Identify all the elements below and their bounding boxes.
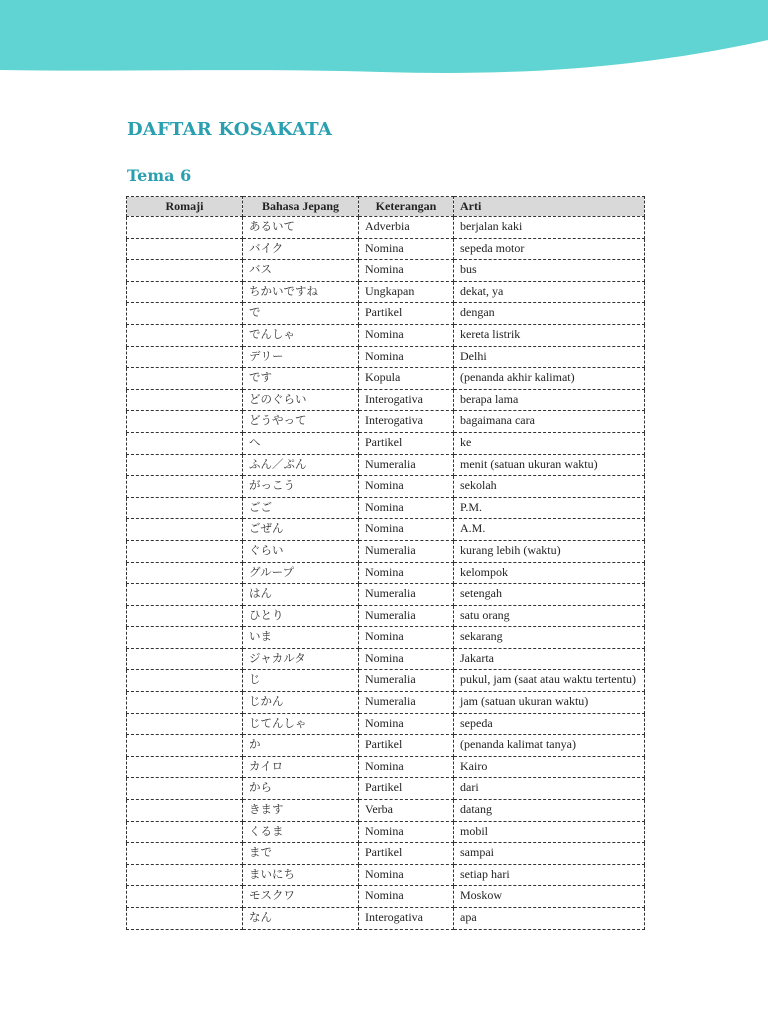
- cell-bahasa-jepang: バス: [243, 260, 359, 282]
- table-row: [127, 411, 645, 433]
- cell-arti: Moskow: [454, 886, 645, 908]
- table-row: [127, 324, 645, 346]
- cell-bahasa-jepang: へ: [243, 432, 359, 454]
- cell-arti: kereta listrik: [454, 324, 645, 346]
- cell-romaji: [127, 648, 243, 670]
- cell-bahasa-jepang: なん: [243, 908, 359, 930]
- cell-romaji: [127, 497, 243, 519]
- cell-romaji: [127, 735, 243, 757]
- table-row: [127, 389, 645, 411]
- cell-keterangan: Kopula: [359, 368, 454, 390]
- vocabulary-table: [126, 196, 645, 930]
- cell-romaji: [127, 670, 243, 692]
- table-row: [127, 735, 645, 757]
- cell-keterangan: Adverbia: [359, 217, 454, 239]
- table-row: [127, 454, 645, 476]
- cell-bahasa-jepang: ぐらい: [243, 540, 359, 562]
- cell-romaji: [127, 713, 243, 735]
- cell-arti: sepeda motor: [454, 238, 645, 260]
- cell-bahasa-jepang: から: [243, 778, 359, 800]
- cell-arti: sekolah: [454, 476, 645, 498]
- table-row: [127, 281, 645, 303]
- cell-romaji: [127, 864, 243, 886]
- cell-arti: Jakarta: [454, 648, 645, 670]
- cell-bahasa-jepang: じてんしゃ: [243, 713, 359, 735]
- cell-arti: setiap hari: [454, 864, 645, 886]
- cell-arti: sepeda: [454, 713, 645, 735]
- header-romaji: Romaji: [127, 197, 243, 217]
- cell-arti: ke: [454, 432, 645, 454]
- vocabulary-table-body: [127, 217, 645, 930]
- section-title: Tema 6: [127, 166, 192, 185]
- cell-bahasa-jepang: カイロ: [243, 756, 359, 778]
- cell-bahasa-jepang: です: [243, 368, 359, 390]
- cell-bahasa-jepang: グループ: [243, 562, 359, 584]
- table-row: [127, 670, 645, 692]
- cell-arti: (penanda kalimat tanya): [454, 735, 645, 757]
- cell-arti: kurang lebih (waktu): [454, 540, 645, 562]
- cell-keterangan: Interogativa: [359, 389, 454, 411]
- cell-bahasa-jepang: でんしゃ: [243, 324, 359, 346]
- cell-arti: bus: [454, 260, 645, 282]
- cell-keterangan: Numeralia: [359, 605, 454, 627]
- cell-bahasa-jepang: か: [243, 735, 359, 757]
- table-row: [127, 627, 645, 649]
- cell-bahasa-jepang: ごぜん: [243, 519, 359, 541]
- cell-romaji: [127, 454, 243, 476]
- cell-romaji: [127, 821, 243, 843]
- table-row: [127, 584, 645, 606]
- table-row: [127, 540, 645, 562]
- cell-bahasa-jepang: ジャカルタ: [243, 648, 359, 670]
- cell-arti: sekarang: [454, 627, 645, 649]
- cell-keterangan: Nomina: [359, 713, 454, 735]
- cell-bahasa-jepang: はん: [243, 584, 359, 606]
- cell-bahasa-jepang: どのぐらい: [243, 389, 359, 411]
- cell-arti: dari: [454, 778, 645, 800]
- cell-keterangan: Interogativa: [359, 411, 454, 433]
- cell-romaji: [127, 217, 243, 239]
- header-arti: Arti: [454, 197, 645, 217]
- cell-bahasa-jepang: じ: [243, 670, 359, 692]
- cell-arti: Kairo: [454, 756, 645, 778]
- cell-romaji: [127, 908, 243, 930]
- header-bahasa-jepang: Bahasa Jepang: [243, 197, 359, 217]
- table-row: [127, 908, 645, 930]
- table-row: [127, 821, 645, 843]
- table-row: [127, 519, 645, 541]
- cell-keterangan: Nomina: [359, 238, 454, 260]
- table-row: [127, 713, 645, 735]
- header-keterangan: Keterangan: [359, 197, 454, 217]
- table-row: [127, 238, 645, 260]
- table-row: [127, 217, 645, 239]
- cell-arti: P.M.: [454, 497, 645, 519]
- cell-keterangan: Nomina: [359, 497, 454, 519]
- cell-keterangan: Numeralia: [359, 454, 454, 476]
- cell-romaji: [127, 260, 243, 282]
- cell-keterangan: Nomina: [359, 864, 454, 886]
- cell-bahasa-jepang: ごご: [243, 497, 359, 519]
- cell-keterangan: Numeralia: [359, 670, 454, 692]
- cell-bahasa-jepang: ちかいですね: [243, 281, 359, 303]
- cell-keterangan: Nomina: [359, 627, 454, 649]
- cell-bahasa-jepang: じかん: [243, 692, 359, 714]
- cell-romaji: [127, 886, 243, 908]
- cell-bahasa-jepang: バイク: [243, 238, 359, 260]
- cell-keterangan: Partikel: [359, 432, 454, 454]
- cell-keterangan: Nomina: [359, 260, 454, 282]
- cell-romaji: [127, 562, 243, 584]
- cell-keterangan: Nomina: [359, 519, 454, 541]
- cell-arti: menit (satuan ukuran waktu): [454, 454, 645, 476]
- cell-keterangan: Numeralia: [359, 692, 454, 714]
- cell-keterangan: Nomina: [359, 886, 454, 908]
- cell-bahasa-jepang: あるいて: [243, 217, 359, 239]
- cell-keterangan: Nomina: [359, 476, 454, 498]
- cell-romaji: [127, 692, 243, 714]
- table-header-row: [127, 197, 645, 217]
- cell-keterangan: Partikel: [359, 303, 454, 325]
- cell-romaji: [127, 540, 243, 562]
- cell-bahasa-jepang: まで: [243, 843, 359, 865]
- cell-bahasa-jepang: いま: [243, 627, 359, 649]
- cell-romaji: [127, 519, 243, 541]
- cell-keterangan: Ungkapan: [359, 281, 454, 303]
- cell-keterangan: Nomina: [359, 324, 454, 346]
- cell-keterangan: Partikel: [359, 735, 454, 757]
- table-row: [127, 800, 645, 822]
- table-row: [127, 692, 645, 714]
- cell-arti: bagaimana cara: [454, 411, 645, 433]
- table-row: [127, 778, 645, 800]
- cell-bahasa-jepang: まいにち: [243, 864, 359, 886]
- cell-romaji: [127, 324, 243, 346]
- table-row: [127, 648, 645, 670]
- cell-arti: pukul, jam (saat atau waktu tertentu): [454, 670, 645, 692]
- cell-arti: dengan: [454, 303, 645, 325]
- table-row: [127, 303, 645, 325]
- cell-romaji: [127, 303, 243, 325]
- cell-keterangan: Nomina: [359, 346, 454, 368]
- table-row: [127, 260, 645, 282]
- cell-keterangan: Interogativa: [359, 908, 454, 930]
- cell-arti: dekat, ya: [454, 281, 645, 303]
- cell-romaji: [127, 346, 243, 368]
- cell-romaji: [127, 281, 243, 303]
- cell-romaji: [127, 368, 243, 390]
- table-row: [127, 497, 645, 519]
- table-row: [127, 432, 645, 454]
- cell-arti: mobil: [454, 821, 645, 843]
- cell-bahasa-jepang: どうやって: [243, 411, 359, 433]
- cell-keterangan: Numeralia: [359, 540, 454, 562]
- cell-romaji: [127, 584, 243, 606]
- cell-romaji: [127, 843, 243, 865]
- cell-arti: kelompok: [454, 562, 645, 584]
- cell-romaji: [127, 627, 243, 649]
- table-row: [127, 346, 645, 368]
- cell-bahasa-jepang: がっこう: [243, 476, 359, 498]
- cell-keterangan: Nomina: [359, 562, 454, 584]
- cell-romaji: [127, 778, 243, 800]
- table-row: [127, 864, 645, 886]
- cell-bahasa-jepang: くるま: [243, 821, 359, 843]
- cell-arti: berapa lama: [454, 389, 645, 411]
- cell-arti: sampai: [454, 843, 645, 865]
- cell-arti: jam (satuan ukuran waktu): [454, 692, 645, 714]
- cell-keterangan: Nomina: [359, 648, 454, 670]
- cell-bahasa-jepang: で: [243, 303, 359, 325]
- cell-romaji: [127, 432, 243, 454]
- cell-arti: satu orang: [454, 605, 645, 627]
- table-row: [127, 886, 645, 908]
- cell-bahasa-jepang: モスクワ: [243, 886, 359, 908]
- cell-bahasa-jepang: ひとり: [243, 605, 359, 627]
- table-row: [127, 368, 645, 390]
- cell-keterangan: Partikel: [359, 778, 454, 800]
- cell-romaji: [127, 389, 243, 411]
- cell-romaji: [127, 476, 243, 498]
- cell-bahasa-jepang: きます: [243, 800, 359, 822]
- table-row: [127, 605, 645, 627]
- cell-keterangan: Numeralia: [359, 584, 454, 606]
- header-wave-banner: [0, 0, 768, 90]
- cell-arti: berjalan kaki: [454, 217, 645, 239]
- cell-arti: (penanda akhir kalimat): [454, 368, 645, 390]
- table-row: [127, 843, 645, 865]
- cell-arti: datang: [454, 800, 645, 822]
- cell-romaji: [127, 605, 243, 627]
- cell-arti: A.M.: [454, 519, 645, 541]
- cell-arti: apa: [454, 908, 645, 930]
- cell-romaji: [127, 756, 243, 778]
- table-row: [127, 476, 645, 498]
- cell-bahasa-jepang: デリー: [243, 346, 359, 368]
- cell-keterangan: Nomina: [359, 756, 454, 778]
- table-row: [127, 756, 645, 778]
- cell-romaji: [127, 238, 243, 260]
- cell-romaji: [127, 800, 243, 822]
- cell-keterangan: Verba: [359, 800, 454, 822]
- cell-keterangan: Partikel: [359, 843, 454, 865]
- cell-bahasa-jepang: ふん／ぷん: [243, 454, 359, 476]
- table-row: [127, 562, 645, 584]
- document-title: DAFTAR KOSAKATA: [127, 119, 333, 140]
- cell-romaji: [127, 411, 243, 433]
- cell-arti: Delhi: [454, 346, 645, 368]
- cell-keterangan: Nomina: [359, 821, 454, 843]
- cell-arti: setengah: [454, 584, 645, 606]
